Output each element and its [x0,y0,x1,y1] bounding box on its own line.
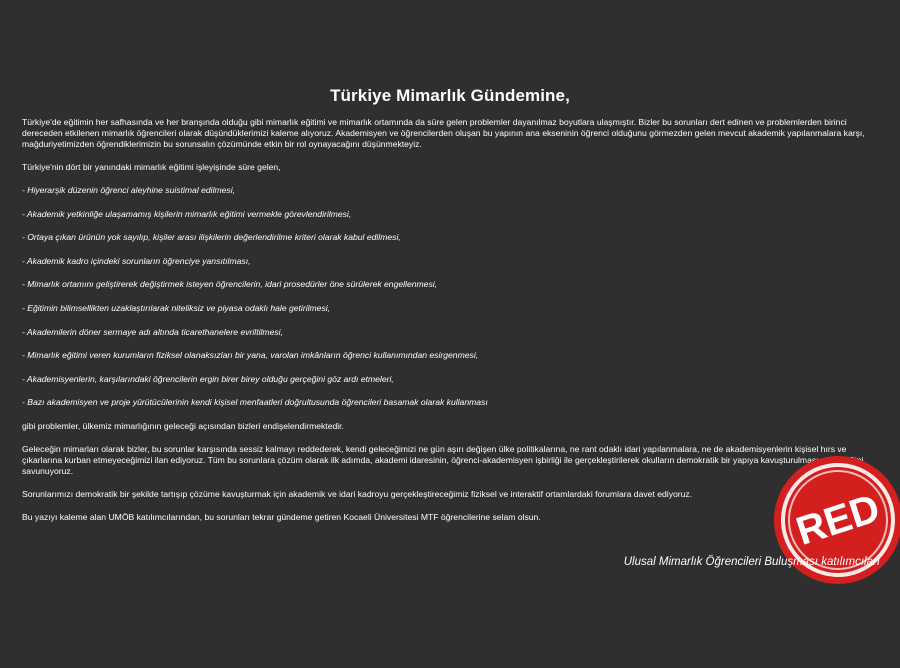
problem-item: - Akademisyenlerin, karşılarındaki öğrencilerin ergin birer birey olduğu gerçeğini göz ardı etmeleri, [22,373,394,384]
problem-item: - Ortaya çıkan ürünün yok sayılıp, kişiler arası ilişkilerin değerlendirilme kriteri olarak kabul edilmesi, [22,232,401,243]
problem-item: - Mimarlık eğitimi veren kurumların fiziksel olanaksızları bir yana, varolan imkânların öğrenci kullanımından esirgenmesi, [22,350,479,361]
stamp-text: RED [791,486,885,554]
letter-title: Türkiye Mimarlık Gündemine, [330,86,570,105]
concern-paragraph: gibi problemler, ülkemiz mimarlığının geleceği açısından bizleri endişelendirmektedir. [22,420,344,431]
problem-item: - Eğitimin bilimsellikten uzaklaştırılarak niteliksiz ve piyasa odaklı hale getirilmesi, [22,302,331,313]
problem-item: - Akademik yetkinliğe ulaşamamış kişilerin mimarlık eğitimi vermekle görevlendirilmesi, [22,208,352,219]
greeting-paragraph: Bu yazıyı kaleme alan UMÖB katılımcılarından, bu sorunları tekrar gündeme getiren Kocaeli Üniversitesi MTF öğrencilerine selam olsun. [22,511,541,522]
invitation-paragraph: Sorunlarımızı demokratik bir şekilde tartışıp çözüme kavuşturmak için akademik ve idari kadroyu gerçekleştireceğimiz fiziksel ve interaktif ortamlardaki forumlara davet ediyoruz. [22,488,693,499]
problem-item: - Bazı akademisyen ve proje yürütücülerinin kendi kişisel menfaatleri doğrultusunda öğrencileri basamak olarak kullanması [22,397,488,408]
letter-body [22,117,880,535]
future-paragraph: Geleceğin mimarları olarak bizler, bu sorunlar karşısında sessiz kalmayı reddederek, kendi geleceğimizi ne gün aşırı değişen ülke politikalarına, ne rant odaklı idari yapılanmalara, ne de akademisyenlerin kişisel hırs ve çıkarlarına kurban etmeyeceğimizi ilan ediyoruz. Tüm bu sorunlara çözüm olarak ilk adımda, akademi idaresinin, öğrenci-akademisyen işbirliği ile gerçekleştirilerek okulların demokratik bir yapıya kavuşturulması gerekliliğini savunuyoruz. [22,443,864,476]
problem-item: - Akademilerin döner sermaye adı altında ticarethanelere evriltilmesi, [22,326,283,337]
problem-item: - Mimarlık ortamını geliştirerek değiştirmek isteyen öğrencilerin, idari prosedürler öne sürülerek engellenmesi, [22,279,438,290]
problem-item: - Akademik kadro içindeki sorunların öğrenciye yansıtılması, [22,255,251,266]
signature: Ulusal Mimarlık Öğrencileri Buluşması katılımcıları [623,556,880,568]
intro-paragraph: Türkiye'de eğitimin her safhasında ve her branşında olduğu gibi mimarlık eğitimi ve mimarlık ortamında da süre gelen problemler dayanılmaz boyutlara ulaşmıştır. Bizler bu sorunları dert edinen ve problemlerden birinci dereceden etkilenen mimarlık öğrencileri olarak düşündüklerimizi kaleme alıyoruz. Akademisyen ve öğrencilerden oluşan bu yapının ana ekseninin öğrenci olduğunu görmezden gelen mevcut akademik yapılanmalara karşı, mağduriyetimizden öğrendiklerimizin bu sorunsalın çözümünde etkin bir rol oynayacağını düşünmekteyiz. [22,117,865,149]
lead-paragraph: Türkiye'nin dört bir yanındaki mimarlık eğitimi işleyişinde süre gelen, [22,162,281,172]
problem-item: - Hiyerarşik düzenin öğrenci aleyhine suistimal edilmesi, [22,185,236,195]
